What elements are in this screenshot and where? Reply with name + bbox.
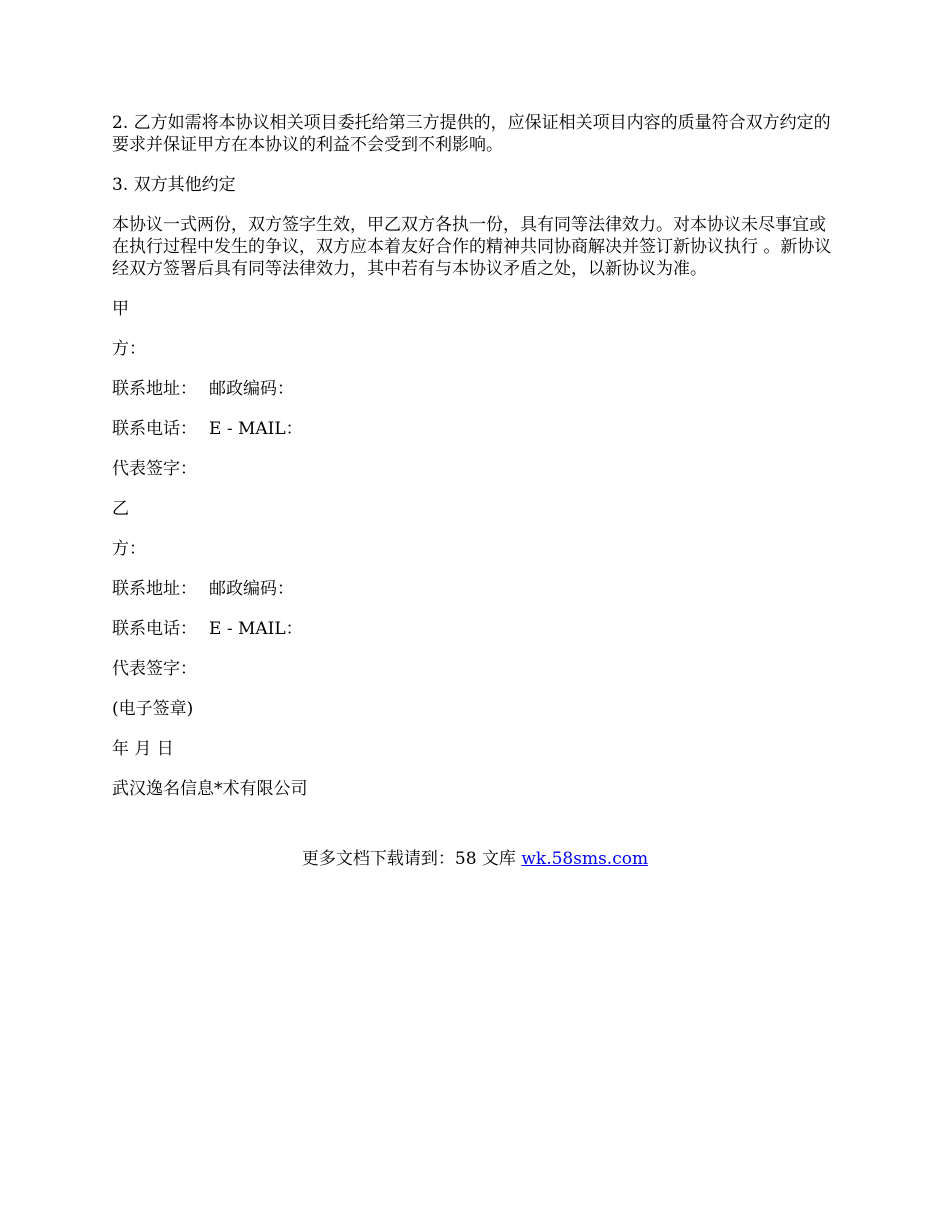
party-a-postcode-label: 邮政编码： [209,379,294,399]
party-a-address-row [112,378,842,400]
party-a-email-label: E - MAIL： [209,419,303,439]
company-name: 武汉逸名信息*术有限公司 [112,779,308,799]
party-b-name-line2: 方： [112,539,146,559]
party-b-signature-label: 代表签字： [112,659,197,679]
footer-text: 更多文档下载请到：58 文库 [301,849,522,869]
party-a-contact-row [112,418,842,440]
clause-3-title: 3. 双方其他约定 [112,175,236,195]
party-b-address-row [112,578,842,600]
document-body [112,112,842,818]
party-a-address-label: 联系地址： [112,379,197,399]
party-b-email-label: E - MAIL： [209,619,303,639]
party-b-block [112,498,842,680]
date-line: 年 月 日 [112,739,174,759]
footer-download-note [0,848,950,870]
party-b-address-label: 联系地址： [112,579,197,599]
party-b-name-line1: 乙 [112,499,129,519]
party-a-phone-label: 联系电话： [112,419,197,439]
electronic-seal: (电子签章) [112,699,194,719]
clause-3-body: 本协议一式两份，双方签字生效，甲乙双方各执一份，具有同等法律效力。对本协议未尽事宜或在执行过程中发生的争议，双方应本着友好合作的精神共同协商解决并签订新协议执行 。新协议经双方签署后具有同等法律效力，其中若有与本协议矛盾之处，以新协议为准。 [112,215,832,279]
party-a-name-line2: 方： [112,339,146,359]
clause-2: 2. 乙方如需将本协议相关项目委托给第三方提供的，应保证相关项目内容的质量符合双方约定的要求并保证甲方在本协议的利益不会受到不利影响。 [112,113,831,155]
party-a-name-line1: 甲 [112,299,129,319]
party-b-contact-row [112,618,842,640]
party-b-phone-label: 联系电话： [112,619,197,639]
party-a-block [112,298,842,480]
footer-link[interactable]: wk.58sms.com [521,849,649,869]
party-a-signature-label: 代表签字： [112,459,197,479]
party-b-postcode-label: 邮政编码： [209,579,294,599]
